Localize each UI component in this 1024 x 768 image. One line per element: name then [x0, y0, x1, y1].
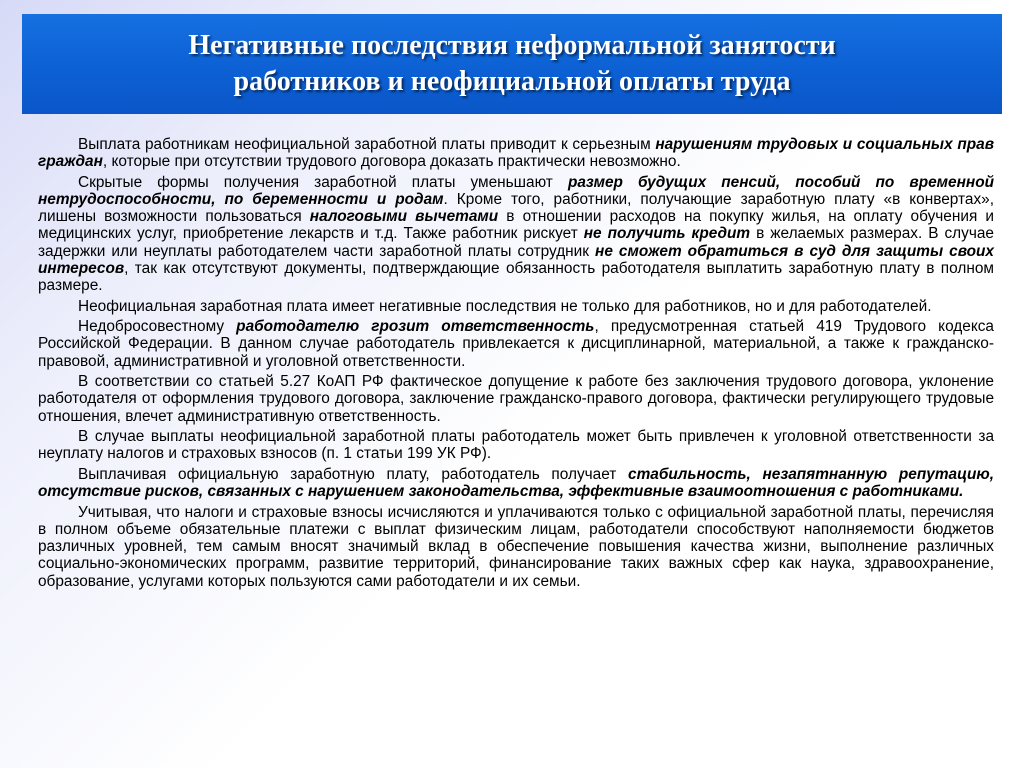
- paragraph-2: [38, 174, 994, 294]
- emphasis-run: не получить кредит: [583, 225, 751, 243]
- text-run: , предусмотренная статьей 419 Трудового кодекса Российской Федерации. В данном случае работодатель привлекается к дисциплинарной, материальной, а также к гражданско-правовой, административной и уголовной ответственности.: [38, 318, 994, 370]
- paragraph-1: [38, 136, 994, 170]
- emphasis-run: стабильность, незапятнанную репутацию, отсутствие рисков, связанных с нарушением законодательства, эффективные взаимоотношения с работниками.: [38, 466, 995, 501]
- slide-title-line-1: Негативные последствия неформальной занятости: [188, 30, 836, 61]
- paragraph-5: [38, 373, 994, 425]
- text-run: . Кроме того, работники, получающие заработную плату «в конвертах», лишены возможности пользоваться: [38, 191, 994, 226]
- paragraph-6: [38, 428, 994, 462]
- text-run: В случае выплаты неофициальной заработной платы работодатель может быть привлечен к уголовной ответственности за неуплату налогов и страховых взносов (п. 1 статьи 199 УК РФ).: [38, 428, 994, 463]
- emphasis-run: размер будущих пенсий, пособий по временной нетрудоспособности, по беременности и родам: [38, 173, 994, 208]
- text-run: Учитывая, что налоги и страховые взносы исчисляются и уплачиваются только с официальной заработной платы, перечисляя в полном объеме обязательные платежи с выплат физическим лицам, работодатели способствуют наполняемости бюджетов различных уровней, тем самым вносят значимый вклад в обеспечение повышения качества жизни, выполнение различных социально-экономических программ, развитие территорий, финансирование таких важных сфер как наука, здравоохранение, образование, услугами которых пользуются сами работодатели и их семьи.: [38, 503, 994, 590]
- emphasis-run: работодателю грозит ответственность: [236, 318, 595, 336]
- paragraph-7: [38, 466, 994, 500]
- paragraph-4: [38, 318, 994, 370]
- paragraph-8: [38, 504, 994, 590]
- text-run: Неофициальная заработная плата имеет негативные последствия не только для работников, но и для работодателей.: [78, 297, 932, 315]
- text-run: В соответствии со статьей 5.27 КоАП РФ фактическое допущение к работе без заключения трудового договора, уклонение работодателя от оформления трудового договора, заключение гражданско-правого договора, фактически регулирующего трудовые отношения, влечет административную ответственность.: [38, 373, 994, 425]
- text-run: Выплачивая официальную заработную плату, работодатель получает: [78, 466, 629, 483]
- text-run: , которые при отсутствии трудового договора доказать практически невозможно.: [102, 153, 681, 171]
- title-banner: [22, 14, 1002, 114]
- text-run: Недобросовестному: [78, 318, 237, 336]
- text-run: , так как отсутствуют документы, подтверждающие обязанность работодателя выплатить заработную плату в полном размере.: [38, 259, 994, 295]
- text-run: Выплата работникам неофициальной заработной платы приводит к серьезным: [78, 136, 656, 153]
- emphasis-run: не сможет обратиться в суд для защиты своих интересов: [38, 242, 994, 277]
- slide-body-text: [38, 136, 994, 590]
- paragraph-3: [38, 298, 994, 315]
- text-run: в желаемых размерах. В случае задержки или неуплаты работодателем части заработной платы сотрудник: [38, 225, 994, 260]
- emphasis-run: налоговыми вычетами: [309, 208, 499, 226]
- slide-title-line-2: работников и неофициальной оплаты труда: [233, 66, 791, 97]
- emphasis-run: нарушениям трудовых и социальных прав граждан: [38, 136, 994, 171]
- text-run: в отношении расходов на покупку жилья, на оплату обучения и медицинских услуг, приобретение лекарств и т.д. Также работник рискует: [38, 208, 994, 243]
- text-run: Скрытые формы получения заработной платы уменьшают: [78, 173, 568, 191]
